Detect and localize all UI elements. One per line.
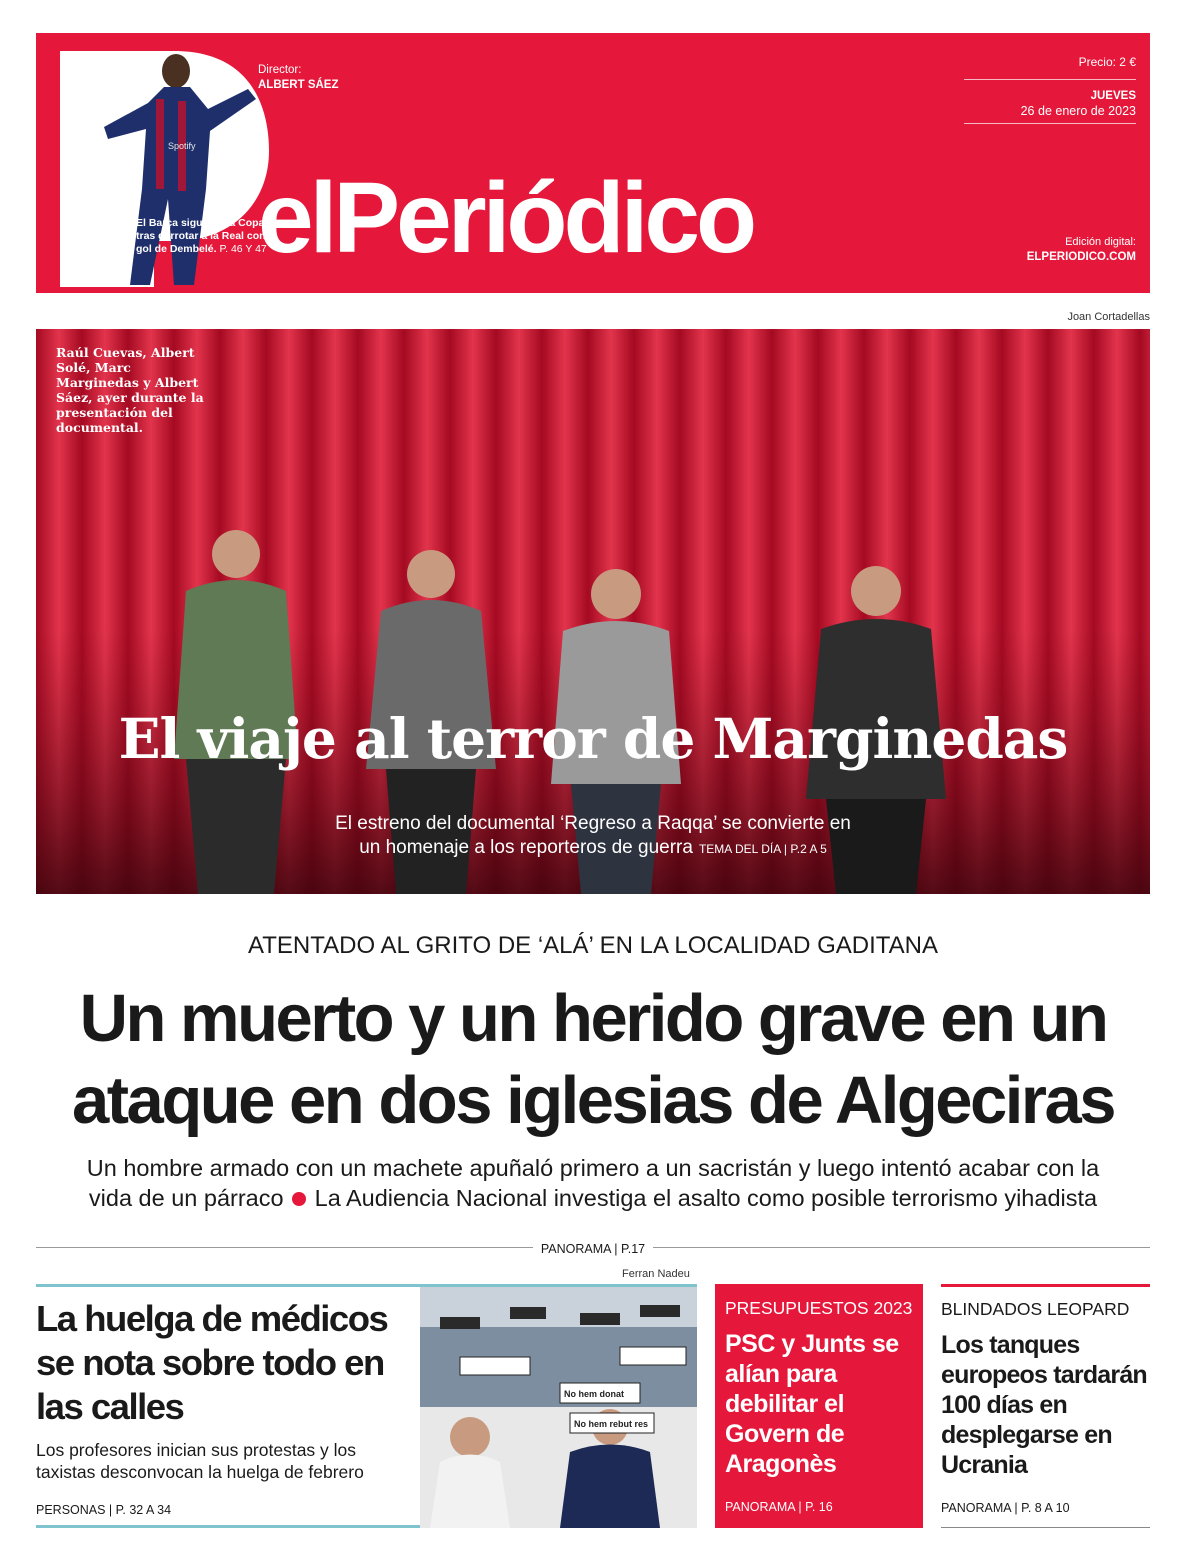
hero-photo-caption: Raúl Cuevas, Albert Solé, Marc Marginedas y Albert Sáez, ayer durante la presentación del documental.	[56, 345, 204, 435]
main-deck-part-2: La Audiencia Nacional investiga el asalto como posible terrorismo yihadista	[314, 1185, 1098, 1211]
tanks-page-ref[interactable]: PANORAMA | P. 8 A 10	[941, 1501, 1070, 1515]
doctors-deck: Los profesores inician sus protestas y los taxistas desconvocan la huelga de febrero	[36, 1440, 364, 1482]
newspaper-logo[interactable]: elPeriódico	[258, 162, 754, 274]
hero-page-ref[interactable]: TEMA DEL DÍA | P.2 A 5	[698, 842, 827, 856]
main-headline-line-2: ataque en dos iglesias de Algeciras	[71, 1063, 1114, 1138]
main-story-page-ref[interactable]	[0, 1240, 1186, 1258]
director-label: Director:	[258, 64, 302, 76]
director-info	[258, 63, 339, 93]
doctors-photo-credit: Ferran Nadeu	[622, 1268, 690, 1280]
hero-subtitle-line-1: El estreno del documental ‘Regreso a Raqqa’ se convierte en	[335, 813, 851, 834]
doctors-protest-photo	[420, 1287, 697, 1528]
doctors-strike-story[interactable]	[36, 1284, 697, 1528]
budget-kicker: PRESUPUESTOS 2023	[725, 1298, 913, 1318]
protest-sign-2: No hem rebut res	[574, 1419, 649, 1429]
player-photo-caption[interactable]: El Barça sigue en la Copa tras derrotar a la Real con gol de Dembelé. P. 46 Y 47	[136, 217, 267, 255]
budget-story[interactable]	[715, 1284, 923, 1528]
tanks-kicker: BLINDADOS LEOPARD	[941, 1299, 1130, 1319]
svg-text:Spotify: Spotify	[168, 141, 196, 151]
price: Precio: 2 €	[1078, 55, 1136, 69]
main-deck-line-1: Un hombre armado con un machete apuñaló primero a un sacristán y luego intentó acabar con la	[86, 1155, 1100, 1181]
hero-headline[interactable]: El viaje al terror de Marginedas	[118, 706, 1068, 771]
main-story-deck	[0, 1153, 1186, 1213]
doctors-page-ref[interactable]: PERSONAS | P. 32 A 34	[36, 1503, 172, 1517]
tanks-headline[interactable]: Los tanques europeos tardarán 100 días en desplegarse en Ucrania	[941, 1331, 1147, 1479]
digital-url-link[interactable]: ELPERIODICO.COM	[1026, 251, 1136, 263]
main-story-headline[interactable]	[0, 978, 1186, 1142]
protest-crowd-image	[420, 1287, 697, 1528]
weekday: JUEVES	[1090, 90, 1136, 102]
digital-label: Edición digital:	[1065, 236, 1136, 248]
budget-headline[interactable]: PSC y Junts se alían para debilitar el Govern de Aragonès	[725, 1330, 899, 1478]
protest-sign-1: No hem donat	[564, 1389, 624, 1399]
masthead	[36, 33, 1150, 293]
hero-subtitle-line-2: un homenaje a los reporteros de guerra	[359, 837, 693, 858]
main-deck-part-1: vida de un párraco	[88, 1185, 284, 1211]
budget-page-ref[interactable]: PANORAMA | P. 16	[725, 1500, 833, 1514]
date: 26 de enero de 2023	[1020, 104, 1136, 118]
doctors-headline[interactable]: La huelga de médicos se nota sobre todo en las calles	[36, 1298, 388, 1427]
digital-edition	[1027, 235, 1136, 265]
director-name: ALBERT SÁEZ	[258, 79, 339, 91]
hero-subtitle	[36, 812, 1150, 861]
main-story-ref-text: PANORAMA | P.17	[533, 1242, 653, 1256]
main-story-kicker: ATENTADO AL GRITO DE ‘ALÁ’ EN LA LOCALIDAD GADITANA	[248, 932, 938, 959]
tanks-story[interactable]	[941, 1284, 1150, 1528]
hero-story[interactable]	[36, 329, 1150, 894]
issue-date	[964, 79, 1136, 124]
hero-photo-credit: Joan Cortadellas	[1067, 311, 1150, 323]
main-headline-line-1: Un muerto y un herido grave en un	[79, 981, 1107, 1056]
bullet-dot-icon	[292, 1192, 306, 1206]
